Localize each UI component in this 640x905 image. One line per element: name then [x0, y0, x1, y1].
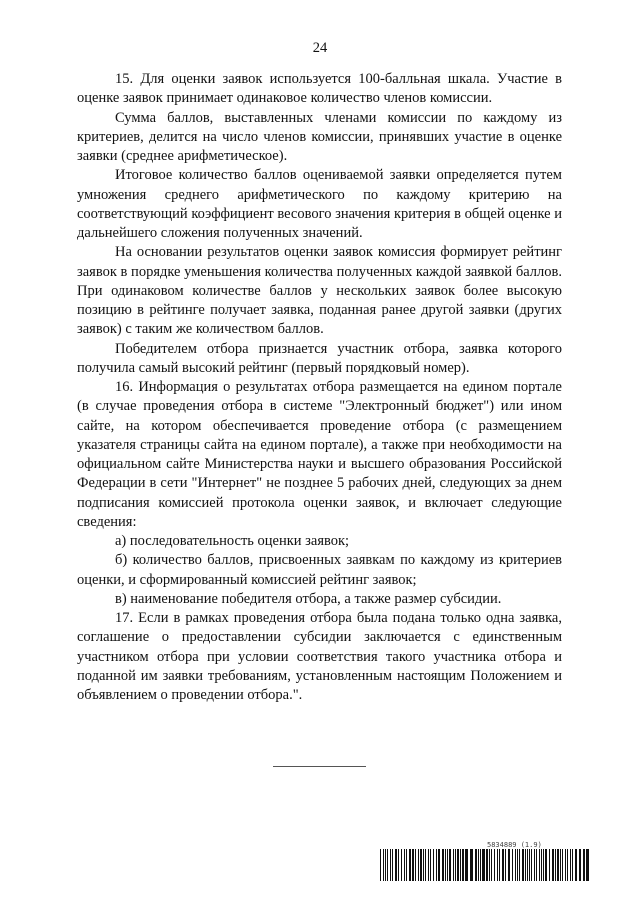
list-item-b: б) количество баллов, присвоенных заявкам по каждому из критериев оценки, и сформированный комиссией рейтинг заявок; [77, 552, 562, 588]
paragraph-15: 15. Для оценки заявок используется 100-балльная шкала. Участие в оценке заявок принимает одинаковое количество членов комиссии. [77, 71, 562, 107]
paragraph-winner: Победителем отбора признается участник отбора, заявка которого получила самый высокий рейтинг (первый порядковый номер). [77, 340, 562, 376]
paragraph-16: 16. Информация о результатах отбора размещается на едином портале (в случае проведения отбора в системе "Электронный бюджет") или ином сайте, на котором обеспечивается проведение отбора (с размещением указателя страницы сайта на едином портале), а также при необходимости на официальном сайте Министерства науки и высшего образования Российской Федерации в сети "Интернет" не позднее 5 рабочих дней, следующих за днем подписания комиссией протокола оценки заявок, и включает следующие сведения: [77, 379, 562, 530]
paragraph-score-sum: Сумма баллов, выставленных членами комиссии по каждому из критериев, делится на число членов комиссии, принявших участие в оценке заявки (среднее арифметическое). [77, 109, 562, 164]
paragraph-total-score: Итоговое количество баллов оцениваемой заявки определяется путем умножения среднего арифметического по каждому критерию на соответствующий коэффициент весового значения критерия в общей оценке и дальнейшего сложения полученных значений. [77, 167, 562, 241]
barcode [380, 849, 590, 881]
page-number: 24 [312, 40, 328, 56]
paragraph-rating: На основании результатов оценки заявок комиссия формирует рейтинг заявок в порядке уменьшения количества полученных каждой заявкой баллов. При одинаковом количестве баллов у нескольких заявок более высокую позицию в рейтинге получает заявка, поданная ранее другой заявки (других заявок) с таким же количеством баллов. [77, 244, 562, 338]
list-item-a: а) последовательность оценки заявок; [115, 533, 350, 549]
paragraph-17: 17. Если в рамках проведения отбора была подана только одна заявка, соглашение о предоставлении субсидии заключается с единственным участником отбора при условии соответствия такого участника отбора и поданной им заявки требованиям, установленным настоящим Положением и объявлением о проведении отбора.". [77, 610, 562, 703]
list-item-c: в) наименование победителя отбора, а также размер субсидии. [115, 590, 502, 607]
body-text [77, 70, 562, 705]
document-code: 5834889 (1.9) [487, 841, 542, 849]
end-separator-line [273, 766, 366, 767]
